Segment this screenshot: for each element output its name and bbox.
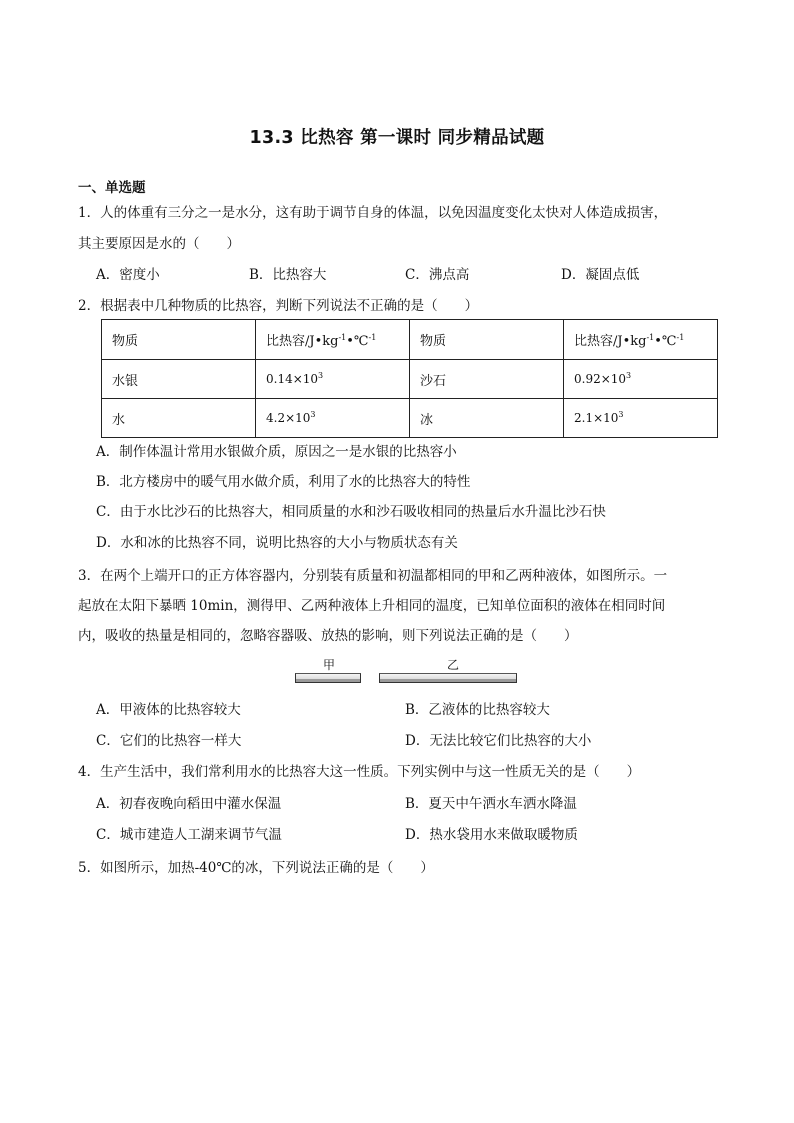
question-3-option-b: B．乙液体的比热容较大 (405, 702, 550, 718)
table-cell: 比热容$/J•kg^{-1}•℃^{-1}$ (564, 320, 718, 360)
table-cell: 冰 (410, 399, 564, 438)
table-row (102, 360, 718, 399)
question-4-option-b: B．夏天中午洒水车洒水降温 (405, 796, 577, 812)
figure-label-yi: 乙 (447, 658, 460, 672)
question-1-option-c: C．沸点高 (405, 267, 470, 283)
question-3-line-2: 起放在太阳下暴晒 10min，测得甲、乙两种液体上升相同的温度，已知单位面积的液体在相同时间 (78, 598, 666, 614)
question-3-line-3: 内，吸收的热量是相同的，忽略容器吸、放热的影响，则下列说法正确的是（ ） (78, 628, 578, 644)
page-title: 13.3 比热容 第一课时 同步精品试题 (249, 128, 545, 148)
table-row (102, 399, 718, 438)
table-cell: $2.1\times 10^3$ (564, 399, 718, 438)
question-4-stem: 4．生产生活中，我们常利用水的比热容大这一性质。下列实例中与这一性质无关的是（ ） (78, 764, 641, 780)
table-cell: 水 (102, 399, 256, 438)
question-2-option-b: B．北方楼房中的暖气用水做介质，利用了水的比热容大的特性 (96, 474, 471, 490)
section-heading: 一、单选题 (78, 180, 146, 196)
table-cell: 比热容$/J•kg^{-1}•℃^{-1}$ (256, 320, 410, 360)
question-3-option-c: C．它们的比热容一样大 (96, 733, 242, 749)
question-4-option-a: A．初春夜晚向稻田中灌水保温 (96, 796, 282, 812)
question-2-option-c: C．由于水比沙石的比热容大，相同质量的水和沙石吸收相同的热量后水升温比沙石快 (96, 504, 606, 520)
question-3-option-a: A．甲液体的比热容较大 (96, 702, 241, 718)
question-1-option-d: D．凝固点低 (561, 267, 640, 283)
question-2-option-d: D．水和冰的比热容不同，说明比热容的大小与物质状态有关 (96, 535, 458, 551)
table-header-row (102, 320, 718, 360)
table-cell: 水银 (102, 360, 256, 399)
container-jia (295, 673, 361, 683)
question-4-option-c: C．城市建造人工湖来调节气温 (96, 827, 282, 843)
question-1-option-a: A．密度小 (96, 267, 160, 283)
figure-label-jia: 甲 (323, 658, 336, 672)
specific-heat-table (101, 319, 718, 438)
question-2-option-a: A．制作体温计常用水银做介质，原因之一是水银的比热容小 (96, 444, 457, 460)
question-2-stem: 2．根据表中几种物质的比热容，判断下列说法不正确的是（ ） (78, 298, 479, 314)
table-cell: 物质 (102, 320, 256, 360)
table-cell: $0.92\times 10^3$ (564, 360, 718, 399)
question-1-option-b: B．比热容大 (249, 267, 327, 283)
question-1-line-1: 1．人的体重有三分之一是水分，这有助于调节自身的体温，以免因温度变化太快对人体造成损害， (78, 205, 668, 221)
question-3-option-d: D．无法比较它们比热容的大小 (405, 733, 592, 749)
table-cell: $0.14\times 10^3$ (256, 360, 410, 399)
question-4-option-d: D．热水袋用水来做取暖物质 (405, 827, 578, 843)
table-cell: $4.2\times 10^3$ (256, 399, 410, 438)
question-1-line-2: 其主要原因是水的（ ） (78, 236, 240, 252)
table-cell: 物质 (410, 320, 564, 360)
table-cell: 沙石 (410, 360, 564, 399)
container-yi (379, 673, 517, 683)
question-5-stem: 5．如图所示，加热-40℃的冰，下列说法正确的是（ ） (78, 860, 434, 876)
question-3-line-1: 3．在两个上端开口的正方体容器内，分别装有质量和初温都相同的甲和乙两种液体，如图所示。一 (78, 568, 668, 584)
